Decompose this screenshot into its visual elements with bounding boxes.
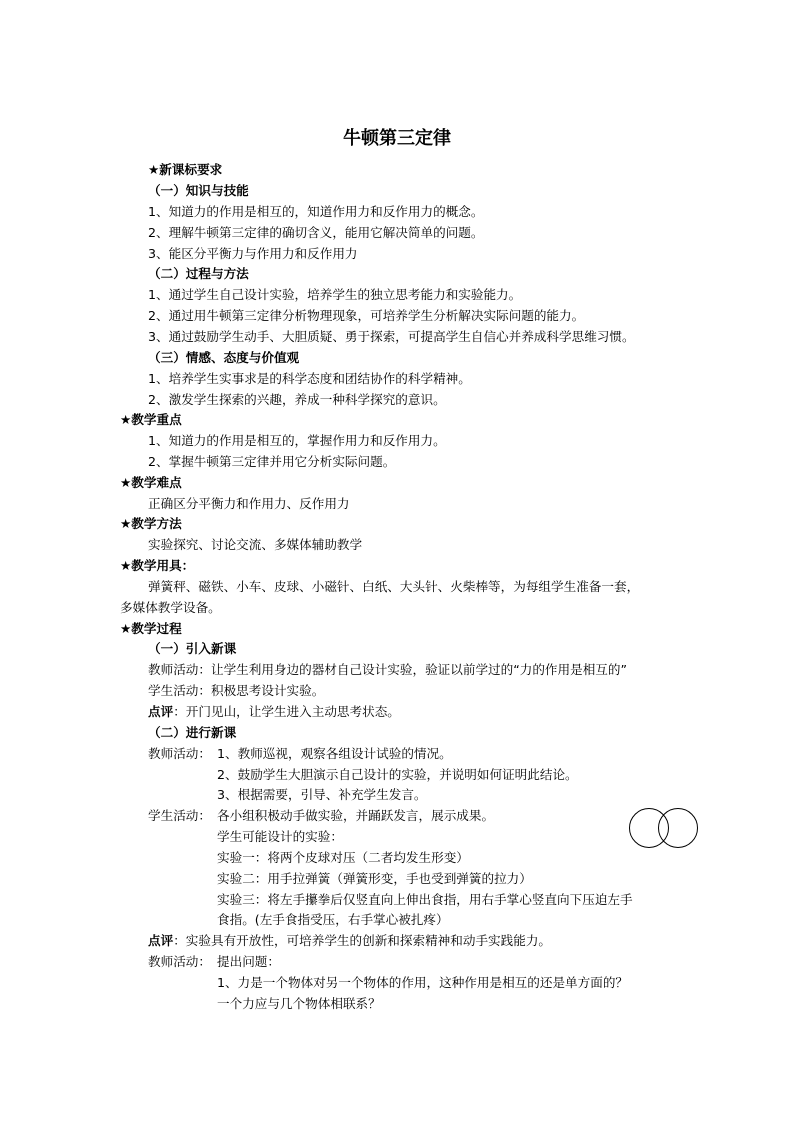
section-difficulty: ★教学难点 bbox=[120, 475, 182, 490]
student-step-2: 学生可能设计的实验： bbox=[217, 829, 343, 844]
subsection-intro: （一）引入新课 bbox=[148, 641, 237, 656]
section-curriculum-heading: ★新课标要求 bbox=[148, 162, 223, 177]
knowledge-item-3: 3、能区分平衡力与作用力和反作用力 bbox=[148, 246, 358, 261]
emotion-item-1: 1、培养学生实事求是的科学态度和团结协作的科学精神。 bbox=[148, 371, 471, 386]
tools-line-1: 弹簧秤、磁铁、小车、皮球、小磁针、白纸、大头针、火柴棒等，为每组学生准备一套， bbox=[148, 579, 640, 594]
page-title: 牛顿第三定律 bbox=[343, 128, 451, 149]
knowledge-item-2: 2、理解牛顿第三定律的确切含义，能用它解决简单的问题。 bbox=[148, 225, 484, 240]
process-item-1: 1、通过学生自己设计实验，培养学生的独立思考能力和实验能力。 bbox=[148, 287, 522, 302]
question-2: 一个力应与几个物体相联系？ bbox=[217, 996, 381, 1011]
comment-label: 点评 bbox=[148, 933, 174, 948]
teacher-step-2: 2、鼓励学生大胆演示自己设计的实验，并说明如何证明此结论。 bbox=[217, 767, 578, 782]
subsection-process: （二）过程与方法 bbox=[148, 266, 249, 281]
question-intro: 提出问题： bbox=[217, 954, 280, 969]
intro-comment bbox=[148, 704, 400, 720]
section-method: ★教学方法 bbox=[120, 516, 182, 531]
method-text: 实验探究、讨论交流、多媒体辅助教学 bbox=[148, 537, 363, 552]
teacher-activity-label: 教师活动： bbox=[148, 746, 211, 761]
knowledge-item-1: 1、知道力的作用是相互的，知道作用力和反作用力的概念。 bbox=[148, 204, 484, 219]
process-item-3: 3、通过鼓励学生动手、大胆质疑、勇于探索，可提高学生自信心并养成科学思维习惯。 bbox=[148, 329, 635, 344]
experiment-3-line-2: 食指。(左手食指受压，右手掌心被扎疼） bbox=[217, 912, 449, 927]
key-point-2: 2、掌握牛顿第三定律并用它分析实际问题。 bbox=[148, 454, 396, 469]
intro-teacher-activity: 教师活动：让学生利用身边的器材自己设计实验，验证以前学过的“力的作用是相互的” bbox=[148, 662, 628, 677]
comment-text: ：实验具有开放性，可培养学生的创新和探索精神和动手实践能力。 bbox=[173, 933, 551, 948]
subsection-emotion: （三）情感、态度与价值观 bbox=[148, 350, 300, 365]
experiment-2: 实验二：用手拉弹簧（弹簧形变，手也受到弹簧的拉力） bbox=[217, 871, 532, 886]
experiment-3-line-1: 实验三：将左手攥拳后仅竖直向上伸出食指，用右手掌心竖直向下压迫左手 bbox=[217, 892, 633, 907]
student-activity-label: 学生活动： bbox=[148, 808, 211, 823]
section-teaching-process: ★教学过程 bbox=[120, 621, 182, 636]
section-tools: ★教学用具： bbox=[120, 558, 195, 573]
section-key-points: ★教学重点 bbox=[120, 412, 182, 427]
process-item-2: 2、通过用牛顿第三定律分析物理现象，可培养学生分析解决实际问题的能力。 bbox=[148, 308, 585, 323]
comment-text: ：开门见山，让学生进入主动思考状态。 bbox=[173, 704, 400, 719]
difficulty-text: 正确区分平衡力和作用力、反作用力 bbox=[148, 496, 350, 511]
teacher-step-3: 3、根据需要，引导、补充学生发言。 bbox=[217, 787, 427, 802]
comment-label: 点评 bbox=[148, 704, 174, 719]
subsection-new-lesson: （二）进行新课 bbox=[148, 725, 237, 740]
intro-student-activity: 学生活动：积极思考设计实验。 bbox=[148, 683, 325, 698]
subsection-knowledge: （一）知识与技能 bbox=[148, 183, 249, 198]
ball-right-icon bbox=[658, 808, 698, 848]
teacher-step-1: 1、教师巡视，观察各组设计试验的情况。 bbox=[217, 746, 452, 761]
teacher-activity-label-2: 教师活动： bbox=[148, 954, 211, 969]
question-1: 1、力是一个物体对另一个物体的作用，这种作用是相互的还是单方面的？ bbox=[217, 975, 629, 990]
tools-line-2: 多媒体教学设备。 bbox=[120, 600, 221, 615]
new-lesson-comment bbox=[148, 933, 551, 949]
experiment-1: 实验一：将两个皮球对压（二者均发生形变） bbox=[217, 850, 469, 865]
student-step-1: 各小组积极动手做实验，并踊跃发言，展示成果。 bbox=[217, 808, 495, 823]
key-point-1: 1、知道力的作用是相互的，掌握作用力和反作用力。 bbox=[148, 433, 446, 448]
emotion-item-2: 2、激发学生探索的兴趣，养成一种科学探究的意识。 bbox=[148, 392, 446, 407]
